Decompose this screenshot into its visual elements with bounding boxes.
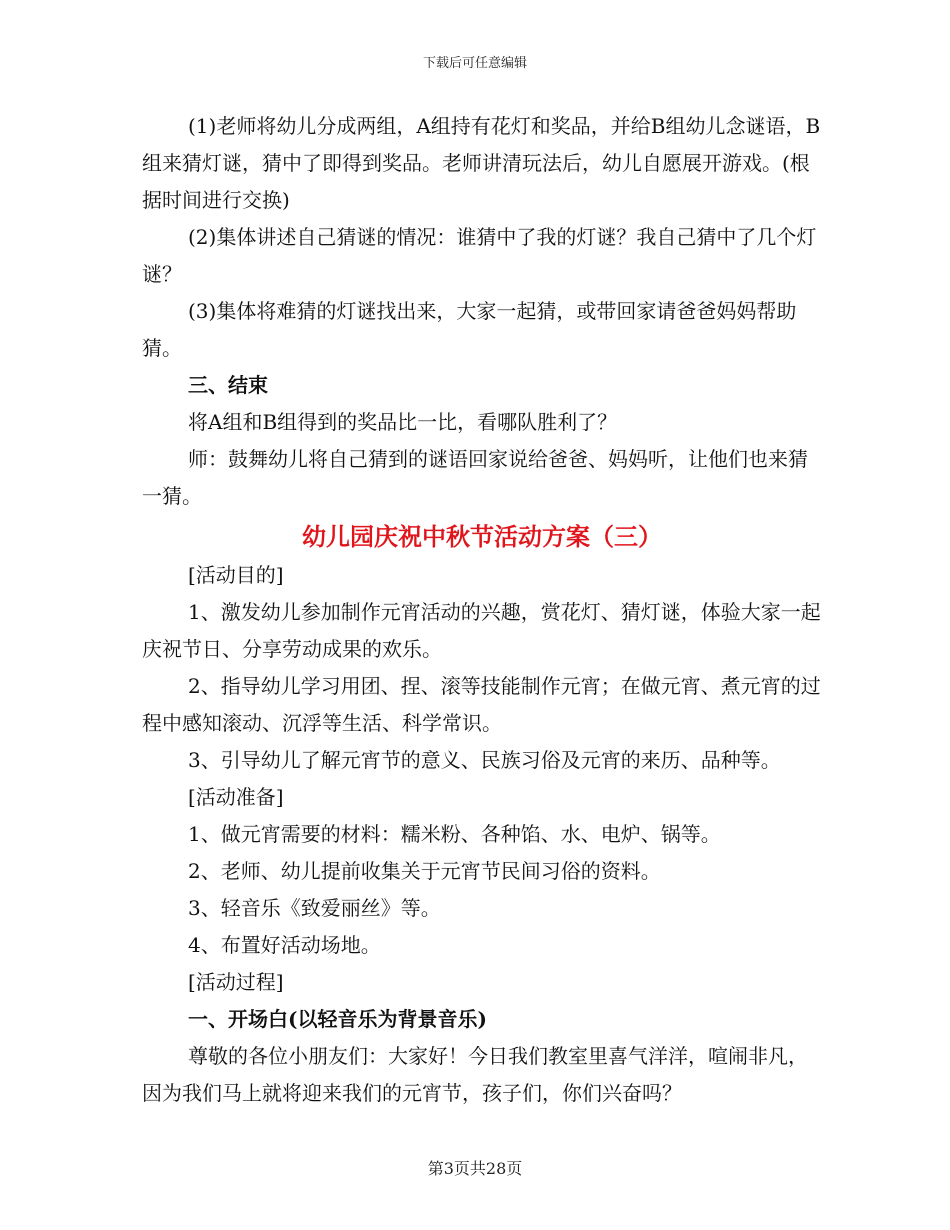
- paragraph: [活动过程]: [188, 970, 284, 994]
- paragraphs-bottom: [142, 557, 822, 1112]
- paragraph: 3、引导幼儿了解元宵节的意义、民族习俗及元宵的来历、品种等。: [188, 748, 781, 772]
- paragraph: 尊敬的各位小朋友们：大家好！今日我们教室里喜气洋洋，喧闹非凡，因为我们马上就将迎来我们的元宵节，孩子们，你们兴奋吗？: [142, 1044, 808, 1105]
- paragraphs-top: [142, 108, 822, 515]
- paragraph: 1、做元宵需要的材料：糯米粉、各种馅、水、电炉、锅等。: [188, 822, 721, 846]
- page-footer: 第3页共28页: [427, 1159, 523, 1178]
- paragraph: 1、激发幼儿参加制作元宵活动的兴趣，赏花灯、猜灯谜，体验大家一起庆祝节日、分享劳动成果的欢乐。: [142, 600, 821, 661]
- paragraph: 师：鼓舞幼儿将自己猜到的谜语回家说给爸爸、妈妈听，让他们也来猜一猜。: [142, 447, 808, 508]
- paragraph: (3)集体将难猜的灯谜找出来，大家一起猜，或带回家请爸爸妈妈帮助猜。: [142, 299, 797, 360]
- section-title: 幼儿园庆祝中秋节活动方案（三）: [302, 522, 662, 551]
- paragraph: (2)集体讲述自己猜谜的情况：谁猜中了我的灯谜？我自己猜中了几个灯谜？: [142, 225, 817, 286]
- paragraph: 3、轻音乐《致爱丽丝》等。: [188, 896, 441, 920]
- paragraph: 将A组和B组得到的奖品比一比，看哪队胜利了？: [188, 410, 618, 434]
- paragraph: 2、老师、幼儿提前收集关于元宵节民间习俗的资料。: [188, 859, 661, 883]
- paragraph: 一、开场白(以轻音乐为背景音乐): [188, 1007, 487, 1031]
- paragraph: 三、结束: [188, 373, 268, 397]
- paragraph: 4、布置好活动场地。: [188, 933, 381, 957]
- document-body: [142, 108, 822, 1112]
- paragraph: [活动目的]: [188, 563, 284, 587]
- paragraph: 2、指导幼儿学习用团、捏、滚等技能制作元宵；在做元宵、煮元宵的过程中感知滚动、沉浮等生活、科学常识。: [142, 674, 821, 735]
- paragraph: [活动准备]: [188, 785, 284, 809]
- page-header: 下载后可任意编辑: [422, 56, 527, 71]
- paragraph: (1)老师将幼儿分成两组，A组持有花灯和奖品，并给B组幼儿念谜语，B组来猜灯谜，猜中了即得到奖品。老师讲清玩法后，幼儿自愿展开游戏。(根据时间进行交换): [142, 114, 821, 212]
